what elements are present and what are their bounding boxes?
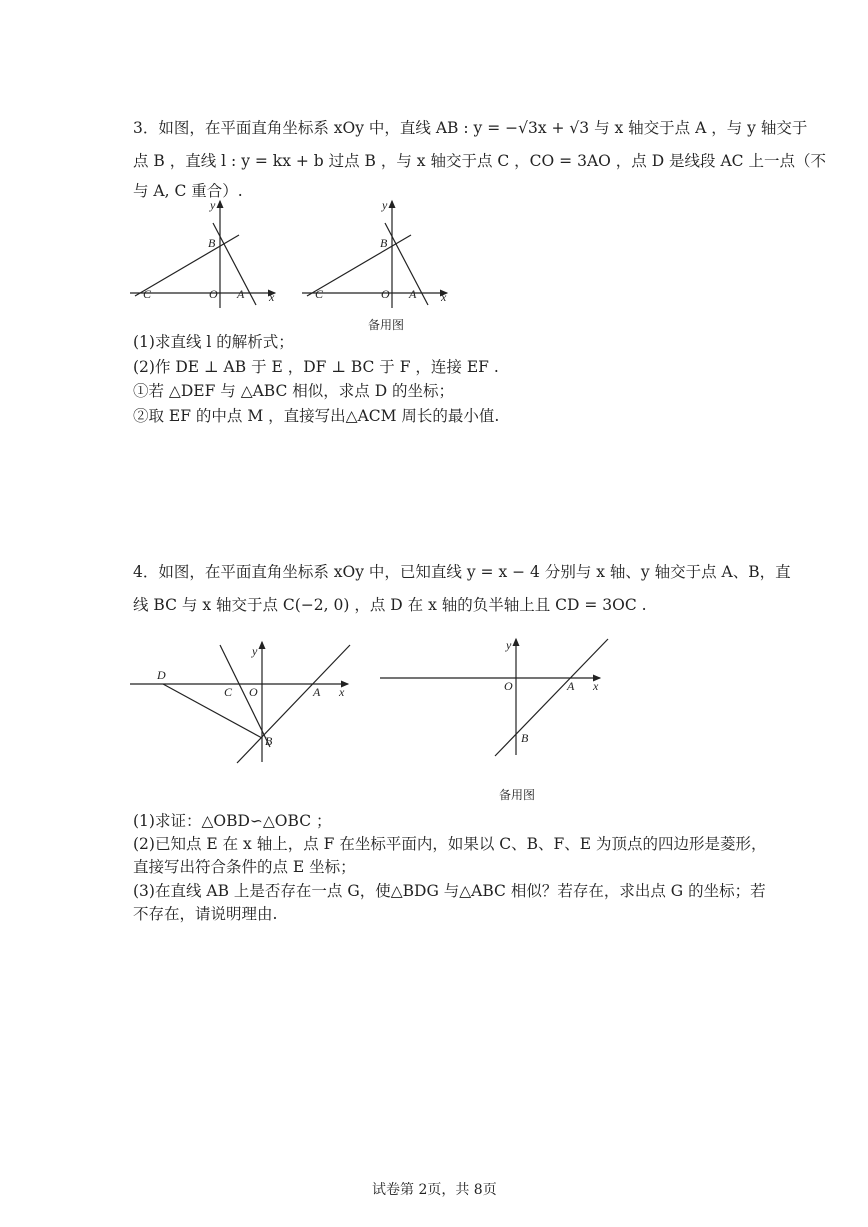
label-b: B: [208, 236, 216, 250]
label-y: y: [506, 638, 512, 652]
p4-question-2b: 直接写出符合条件的点 E 坐标；: [133, 858, 356, 876]
label-a: A: [567, 679, 575, 693]
label-o: O: [381, 287, 390, 301]
label-x: x: [593, 679, 599, 693]
p4-question-1: (1)求证：△OBD∽△OBC ；: [133, 812, 332, 830]
p3-question-2a: ①若 △DEF 与 △ABC 相似，求点 D 的坐标；: [133, 382, 455, 400]
label-c: C: [224, 685, 233, 699]
label-b: B: [265, 734, 273, 748]
label-y: y: [252, 644, 258, 658]
label-y: y: [382, 198, 388, 212]
label-x: x: [269, 290, 275, 304]
p4-question-3b: 不存在，请说明理由.: [133, 905, 278, 923]
p4-text-line-1: 4．如图，在平面直角坐标系 xOy 中，已知直线 y = x − 4 分别与 x 轴、y 轴交于点 A、B，直: [133, 563, 791, 581]
label-c: C: [315, 287, 324, 301]
label-a: A: [409, 287, 417, 301]
label-a: A: [237, 287, 245, 301]
p4-question-2a: (2)已知点 E 在 x 轴上，点 F 在坐标平面内，如果以 C、B、F、E 为顶点的四边形是菱形，: [133, 835, 767, 853]
p4-figure-backup: [380, 635, 610, 760]
label-o: O: [249, 685, 258, 699]
p3-text-line-2: 点 B ，直线 l : y = kx + b 过点 B ，与 x 轴交于点 C ，CO = 3AO ，点 D 是线段 AC 上一点（不: [133, 152, 826, 170]
label-a: A: [313, 685, 321, 699]
label-b: B: [380, 236, 388, 250]
line-bd: [163, 684, 262, 738]
label-d: D: [157, 668, 166, 682]
line-ab: [237, 645, 350, 763]
page-footer: 试卷第 2页，共 8页: [372, 1182, 497, 1198]
label-x: x: [441, 290, 447, 304]
p3-question-2: (2)作 DE ⊥ AB 于 E ，DF ⊥ BC 于 F ，连接 EF .: [133, 358, 499, 376]
p4-figure-main: [130, 637, 360, 767]
p3-figure-main: [125, 195, 285, 310]
p3-caption: 备用图: [368, 318, 405, 332]
label-y: y: [210, 198, 216, 212]
label-c: C: [143, 287, 152, 301]
label-x: x: [339, 685, 345, 699]
p3-text-line-3: 与 A, C 重合）.: [133, 182, 243, 200]
line-ab: [495, 639, 608, 756]
label-o: O: [209, 287, 218, 301]
p4-caption: 备用图: [499, 788, 536, 802]
p3-question-1: (1)求直线 l 的解析式；: [133, 333, 294, 351]
p3-question-2b: ②取 EF 的中点 M ，直接写出△ACM 周长的最小值.: [133, 407, 500, 425]
label-b: B: [521, 731, 529, 745]
p4-text-line-2: 线 BC 与 x 轴交于点 C(−2, 0) ，点 D 在 x 轴的负半轴上且 CD = 3OC .: [133, 596, 647, 614]
p3-figure-backup: [297, 195, 457, 310]
p3-text-line-1: 3．如图，在平面直角坐标系 xOy 中，直线 AB : y = −√3x + √3 与 x 轴交于点 A ，与 y 轴交于: [133, 119, 808, 137]
label-o: O: [504, 679, 513, 693]
p4-question-3a: (3)在直线 AB 上是否存在一点 G，使△BDG 与△ABC 相似？若存在，求出点 G 的坐标；若: [133, 882, 766, 900]
